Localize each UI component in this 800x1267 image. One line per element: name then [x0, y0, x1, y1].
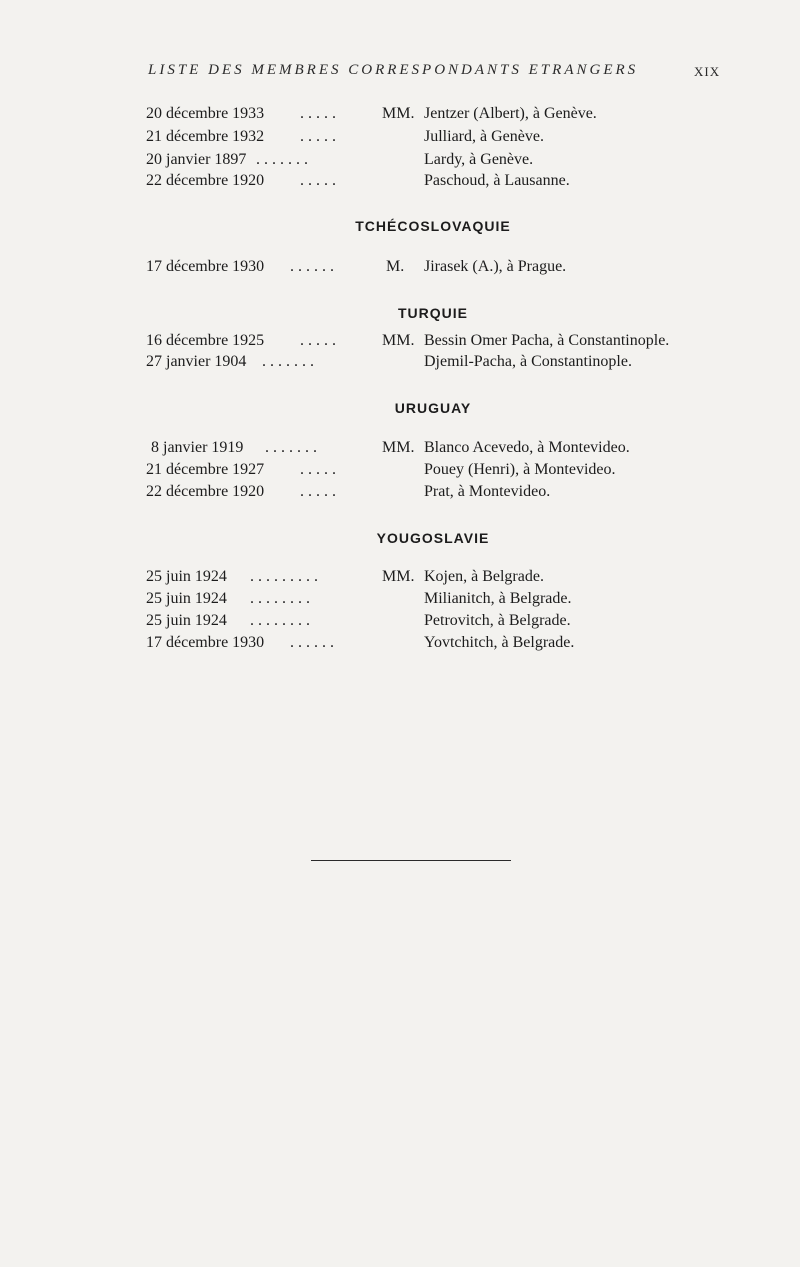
entry-date: 22 décembre 1920: [146, 483, 265, 500]
entry-date: 25 juin 1924: [146, 590, 227, 607]
list-item: [0, 103, 800, 125]
entry-leader-dots: ........: [250, 612, 314, 629]
list-item: [0, 149, 800, 171]
entry-name: Djemil-Pacha, à Constantinople.: [424, 353, 632, 370]
entry-date: 27 janvier 1904: [146, 353, 247, 370]
entry-leader-dots: .....: [300, 128, 340, 145]
entry-name: Bessin Omer Pacha, à Constantinople.: [424, 332, 670, 349]
entry-name: Kojen, à Belgrade.: [424, 568, 544, 585]
entry-name: Jirasek (A.), à Prague.: [424, 258, 567, 275]
entry-date: 25 juin 1924: [146, 568, 227, 585]
entry-date: 21 décembre 1932: [146, 128, 265, 145]
list-item: [0, 588, 800, 610]
country-heading: URUGUAY: [394, 400, 472, 416]
page-header: [0, 62, 800, 86]
list-item: [0, 459, 800, 481]
entry-leader-dots: .....: [300, 105, 340, 122]
list-item: [0, 632, 800, 654]
entry-leader-dots: .....: [300, 461, 340, 478]
entry-date: 22 décembre 1920: [146, 172, 265, 189]
entry-leader-dots: ......: [290, 634, 338, 651]
list-item: [0, 481, 800, 503]
entry-name: Milianitch, à Belgrade.: [424, 590, 572, 607]
list-item: [0, 351, 800, 373]
entry-prefix: MM.: [382, 439, 415, 456]
entry-prefix: MM.: [382, 105, 415, 122]
entry-leader-dots: .....: [300, 172, 340, 189]
entry-date: 17 décembre 1930: [146, 634, 265, 651]
entry-name: Petrovitch, à Belgrade.: [424, 612, 571, 629]
entry-prefix: M.: [386, 258, 405, 275]
entry-date: 25 juin 1924: [146, 612, 227, 629]
page-number: XIX: [694, 64, 721, 79]
entry-date: 20 janvier 1897: [146, 151, 247, 168]
entry-leader-dots: .....: [300, 332, 340, 349]
list-item: [0, 170, 800, 192]
entry-date: 21 décembre 1927: [146, 461, 265, 478]
entry-name: Paschoud, à Lausanne.: [424, 172, 570, 189]
country-heading: YOUGOSLAVIE: [376, 530, 490, 546]
entry-date: 20 décembre 1933: [146, 105, 265, 122]
entry-date: 8 janvier 1919: [151, 439, 244, 456]
entry-leader-dots: .......: [265, 439, 321, 456]
entry-leader-dots: ......: [290, 258, 338, 275]
entry-name: Yovtchitch, à Belgrade.: [424, 634, 575, 651]
entry-prefix: MM.: [382, 568, 415, 585]
entry-leader-dots: .....: [300, 483, 340, 500]
entry-name: Blanco Acevedo, à Montevideo.: [424, 439, 630, 456]
entry-name: Lardy, à Genève.: [424, 151, 534, 168]
entry-name: Prat, à Montevideo.: [424, 483, 551, 500]
list-item: [0, 566, 800, 588]
country-heading: TURQUIE: [398, 305, 468, 321]
list-item: [0, 256, 800, 278]
entry-date: 17 décembre 1930: [146, 258, 265, 275]
list-item: [0, 330, 800, 352]
entry-leader-dots: .......: [262, 353, 318, 370]
entry-leader-dots: ........: [250, 590, 314, 607]
list-item: [0, 610, 800, 632]
entry-name: Jentzer (Albert), à Genève.: [424, 105, 597, 122]
entry-leader-dots: .......: [256, 151, 312, 168]
entry-name: Julliard, à Genève.: [424, 128, 544, 145]
list-item: [0, 126, 800, 148]
entry-leader-dots: .........: [250, 568, 322, 585]
end-rule: [311, 860, 511, 861]
running-title: LISTE DES MEMBRES CORRESPONDANTS ETRANGERS: [148, 62, 639, 78]
entry-date: 16 décembre 1925: [146, 332, 265, 349]
entry-prefix: MM.: [382, 332, 415, 349]
entry-name: Pouey (Henri), à Montevideo.: [424, 461, 616, 478]
list-item: [0, 437, 800, 459]
country-heading: TCHÉCOSLOVAQUIE: [355, 218, 511, 234]
